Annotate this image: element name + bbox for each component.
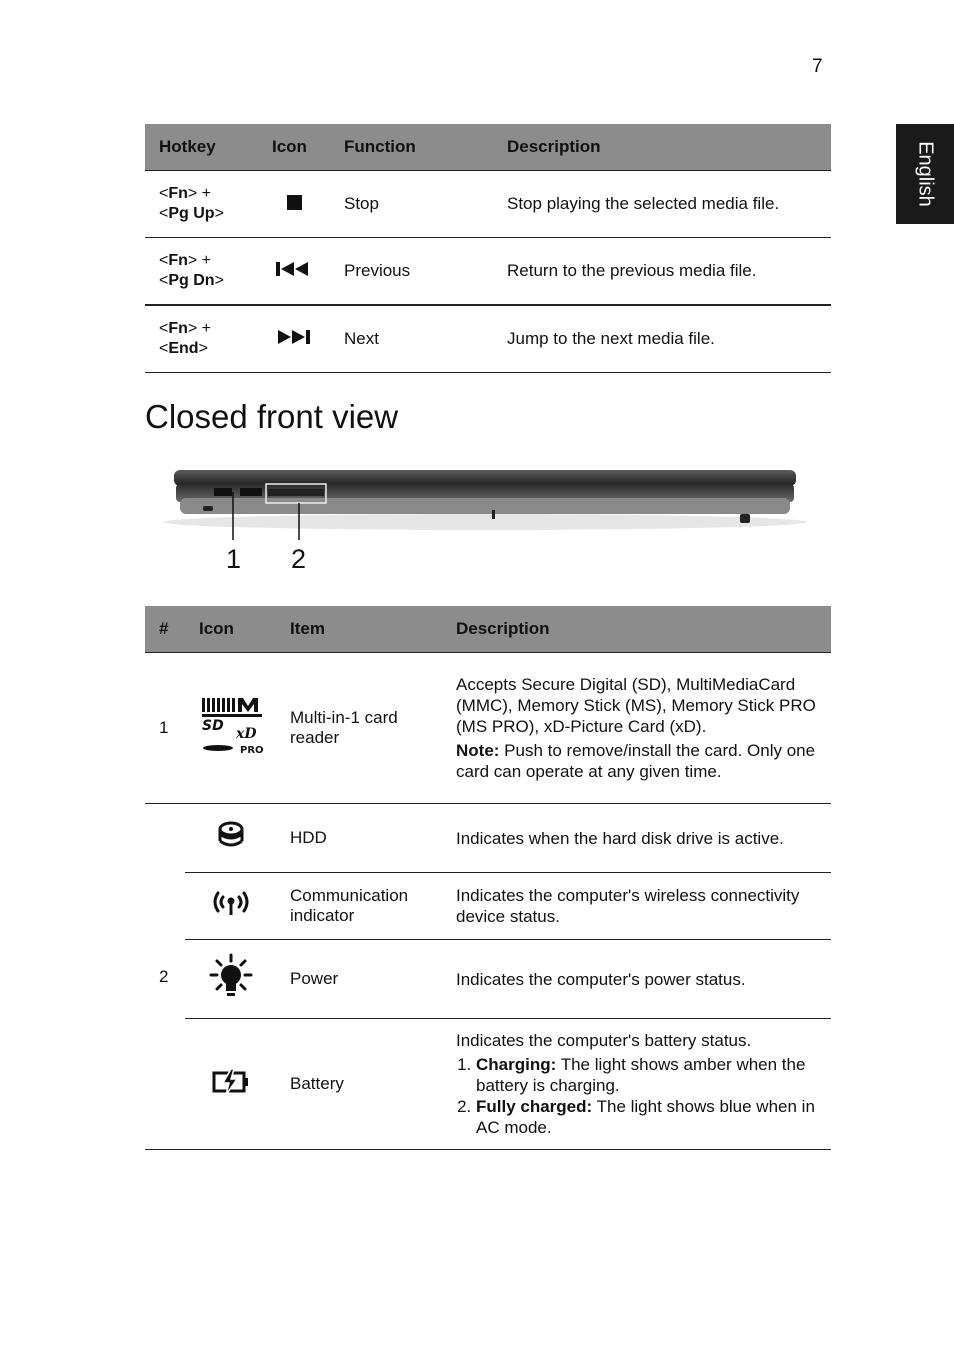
description-text: Return to the previous media file. — [493, 238, 831, 306]
page-number: 7 — [812, 56, 823, 77]
list-item-label: Fully charged: — [476, 1097, 593, 1116]
hotkey-key: Fn — [168, 185, 188, 202]
hotkey-cell: <Fn> + <Pg Up> — [145, 171, 258, 238]
hotkey-key: Fn — [168, 252, 188, 269]
callout-label: 2 — [291, 544, 307, 574]
item-label: Multi-in-1 card reader — [276, 653, 442, 804]
list-item-label: Charging: — [476, 1055, 557, 1074]
list-item-text: The light shows amber when the battery is charging. — [476, 1055, 806, 1095]
list-item — [476, 1096, 821, 1138]
description-text: Stop playing the selected media file. — [493, 171, 831, 238]
col-function: Function — [330, 124, 493, 171]
col-description: Description — [442, 606, 831, 653]
item-number: 1 — [145, 653, 185, 804]
item-number: 2 — [145, 804, 185, 1150]
table-row — [145, 171, 831, 238]
hotkey-cell: <Fn> + <End> — [145, 305, 258, 373]
description-text: Indicates the computer's battery status. — [456, 1031, 752, 1050]
svg-text:PRO: PRO — [239, 744, 264, 756]
battery-status-list — [456, 1054, 821, 1138]
col-icon: Icon — [185, 606, 276, 653]
list-item — [476, 1054, 821, 1096]
table-row — [145, 1019, 831, 1150]
item-description: Indicates the computer's wireless connectivity device status. — [442, 873, 831, 940]
item-label: Battery — [276, 1019, 442, 1150]
col-description: Description — [493, 124, 831, 171]
item-label: Power — [276, 940, 442, 1019]
hotkey-key: Fn — [168, 320, 188, 337]
front-view-table — [145, 606, 831, 1150]
note-label: Note: — [456, 741, 500, 760]
table-row — [145, 940, 831, 1019]
card-reader-icon — [185, 653, 276, 804]
svg-text:SD: SD — [201, 717, 224, 734]
list-item-text: The light shows blue when in AC mode. — [476, 1097, 815, 1137]
hdd-icon — [185, 804, 276, 873]
col-item: Item — [276, 606, 442, 653]
table-row — [145, 653, 831, 804]
table-row — [145, 305, 831, 373]
col-icon: Icon — [258, 124, 330, 171]
hotkey-key: Pg Up — [168, 205, 215, 222]
description-text: Accepts Secure Digital (SD), MultiMediaCard (MMC), Memory Stick (MS), Memory Stick PRO (MS PRO), xD-Picture Card (xD). — [456, 675, 816, 736]
hotkey-cell: <Fn> + <Pg Dn> — [145, 238, 258, 306]
table-row — [145, 873, 831, 940]
language-tab — [896, 124, 954, 224]
item-description — [442, 653, 831, 804]
battery-charging-icon — [185, 1019, 276, 1150]
hotkey-table-header — [145, 124, 831, 171]
callout-label: 1 — [226, 544, 242, 574]
svg-text:xD: xD — [235, 725, 256, 742]
wireless-icon — [185, 873, 276, 940]
col-hotkey: Hotkey — [145, 124, 258, 171]
note-text: Push to remove/install the card. Only one card can operate at any given time. — [456, 741, 816, 781]
function-label: Next — [330, 305, 493, 373]
power-light-icon — [185, 940, 276, 1019]
language-tab-label: English — [914, 141, 937, 207]
hotkey-key: Pg Dn — [168, 272, 215, 289]
table-row — [145, 238, 831, 306]
table-row — [145, 804, 831, 873]
previous-icon — [258, 238, 330, 306]
hotkey-key: End — [168, 340, 199, 357]
function-label: Previous — [330, 238, 493, 306]
front-table-header — [145, 606, 831, 653]
item-description — [442, 1019, 831, 1150]
laptop-front-image — [160, 462, 810, 582]
description-text: Jump to the next media file. — [493, 305, 831, 373]
item-label: HDD — [276, 804, 442, 873]
note — [456, 740, 821, 782]
hotkey-table — [145, 124, 831, 373]
next-icon — [258, 305, 330, 373]
section-title: Closed front view — [145, 398, 399, 435]
item-description: Indicates when the hard disk drive is active. — [442, 804, 831, 873]
stop-icon — [258, 171, 330, 238]
item-label: Communication indicator — [276, 873, 442, 940]
function-label: Stop — [330, 171, 493, 238]
item-description: Indicates the computer's power status. — [442, 940, 831, 1019]
col-num: # — [145, 606, 185, 653]
